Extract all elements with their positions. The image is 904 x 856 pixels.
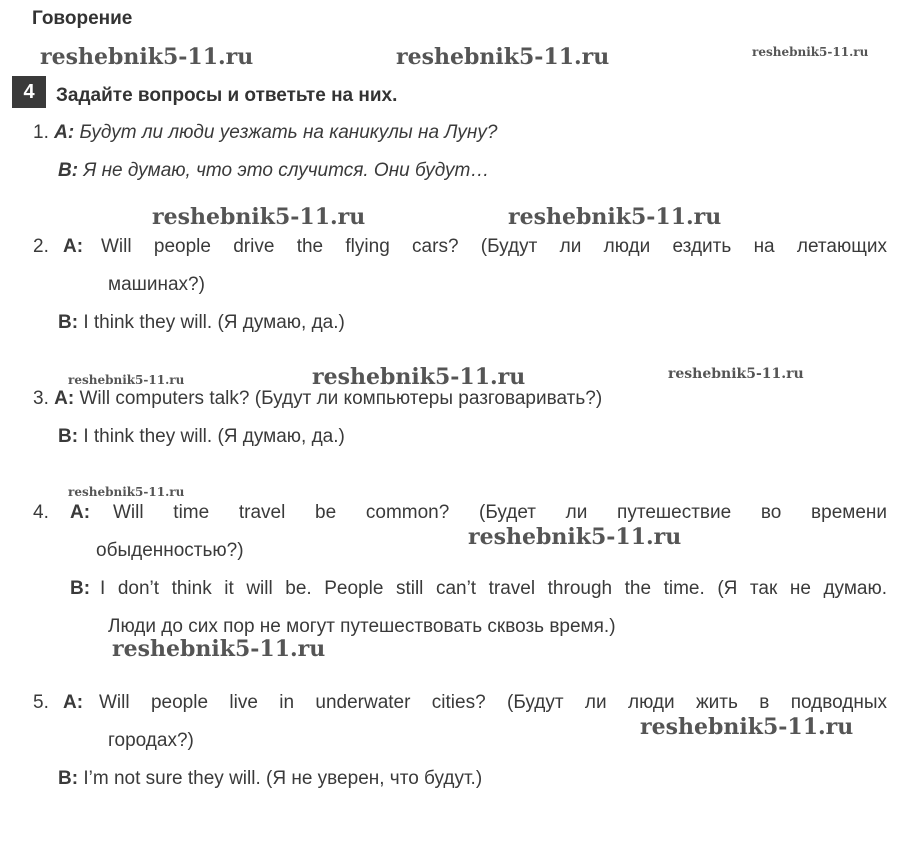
speaker-b-label: B: (70, 578, 91, 599)
item-number: 2. (33, 236, 49, 257)
speaker-b-label: B: (58, 312, 79, 333)
answer-text: I don’t think it will be. People still can’t travel through the time. (Я так не думаю. (100, 578, 887, 599)
question-text: Will people drive the flying cars? (Будут ли люди ездить на летающих (101, 236, 887, 257)
watermark: reshebnik5-11.ru (468, 524, 682, 550)
watermark: reshebnik5-11.ru (152, 204, 366, 230)
question-text: Will time travel be common? (Будет ли путешествие во времени (113, 502, 887, 523)
speaker-b-label: B: (58, 768, 79, 789)
item-5-answer (58, 768, 482, 790)
watermark: reshebnik5-11.ru (68, 485, 185, 499)
speaker-a-label: A: (54, 388, 75, 409)
question-text-continued: городах?) (108, 730, 194, 751)
watermark: reshebnik5-11.ru (40, 44, 254, 70)
answer-text: I think they will. (Я думаю, да.) (83, 312, 345, 333)
question-text-continued: машинах?) (108, 274, 205, 295)
exercise-instruction: Задайте вопросы и ответьте на них. (56, 85, 398, 106)
answer-text: I think they will. (Я думаю, да.) (83, 426, 345, 447)
question-text: Will people live in underwater cities? (Будут ли люди жить в подводных (99, 692, 887, 713)
answer-text: I’m not sure they will. (Я не уверен, что будут.) (83, 768, 483, 789)
question-text: Будут ли люди уезжать на каникулы на Луну? (79, 122, 498, 143)
section-title: Говорение (32, 8, 133, 29)
exercise-number-badge: 4 (12, 76, 46, 108)
speaker-b-label: B: (58, 426, 79, 447)
watermark: reshebnik5-11.ru (508, 204, 722, 230)
watermark: reshebnik5-11.ru (68, 373, 185, 387)
item-number: 4. (33, 502, 49, 523)
watermark: reshebnik5-11.ru (752, 45, 869, 59)
speaker-a-label: A: (70, 502, 91, 523)
item-number: 1. (33, 122, 49, 143)
answer-text: Я не думаю, что это случится. Они будут… (83, 160, 490, 181)
item-3-question (33, 388, 602, 410)
speaker-a-label: A: (54, 122, 75, 143)
speaker-a-label: A: (63, 236, 84, 257)
watermark: reshebnik5-11.ru (640, 714, 854, 740)
item-number: 5. (33, 692, 49, 713)
answer-text-continued: Люди до сих пор не могут путешествовать сквозь время.) (108, 616, 616, 637)
item-1-question (33, 122, 497, 144)
item-2-answer (58, 312, 345, 334)
speaker-a-label: A: (63, 692, 84, 713)
watermark: reshebnik5-11.ru (396, 44, 610, 70)
item-1-answer (58, 160, 489, 182)
item-3-answer (58, 426, 345, 448)
question-text: Will computers talk? (Будут ли компьютеры разговаривать?) (79, 388, 603, 409)
question-text-continued: обыденностью?) (96, 540, 244, 561)
item-number: 3. (33, 388, 49, 409)
watermark: reshebnik5-11.ru (112, 636, 326, 662)
speaker-b-label: B: (58, 160, 79, 181)
watermark: reshebnik5-11.ru (668, 366, 804, 382)
watermark: reshebnik5-11.ru (312, 364, 526, 390)
